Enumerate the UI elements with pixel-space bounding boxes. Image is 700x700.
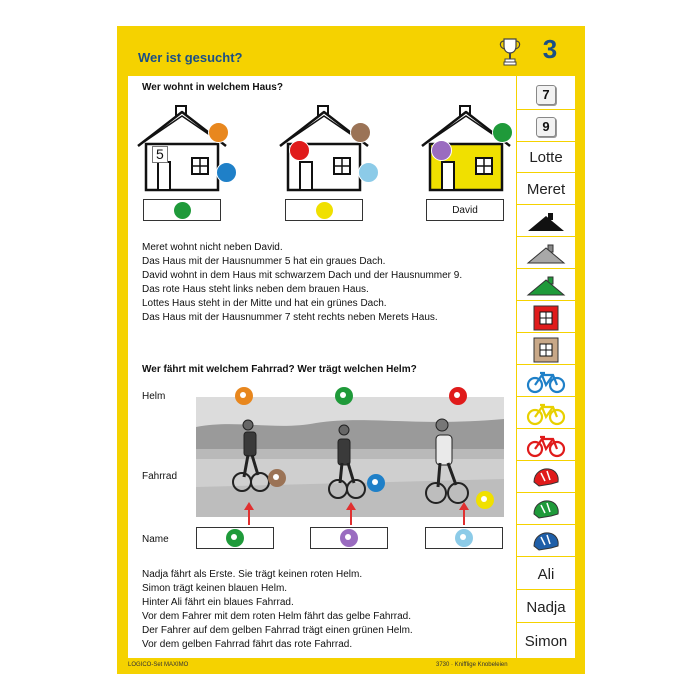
bike-clue-4: Vor dem Fahrer mit dem roten Helm fährt das gelbe Fahrrad. <box>142 611 412 622</box>
cyclists-photo <box>196 397 504 517</box>
house-clue-5: Lottes Haus steht in der Mitte und hat ein grünes Dach. <box>142 298 387 309</box>
tile-yellow-bike[interactable] <box>517 399 575 429</box>
tile-brown-house[interactable] <box>517 335 575 365</box>
section-bikes-title: Wer fährt mit welchem Fahrrad? Wer trägt welchen Helm? <box>142 364 417 375</box>
answer-sidebar <box>517 76 575 658</box>
house-3-roof-dot-green <box>492 122 513 143</box>
house-2-roof-dot-brown <box>350 122 371 143</box>
tile-number-7-label: 7 <box>536 85 556 105</box>
tile-red-helmet[interactable] <box>517 463 575 493</box>
house-clue-2: Das Haus mit der Hausnummer 5 hat ein graues Dach. <box>142 256 386 267</box>
house-2-dot-red <box>289 140 310 161</box>
tile-lotte-label: Lotte <box>529 149 563 166</box>
tile-name-meret[interactable] <box>517 175 575 205</box>
bike-ring-blue <box>367 474 385 492</box>
card-number: 3 <box>542 34 558 64</box>
rider-3-name-box[interactable] <box>425 527 503 549</box>
card-title: Wer ist gesucht? <box>138 50 243 65</box>
green-roof-icon <box>526 275 566 297</box>
house-clue-6: Das Haus mit der Hausnummer 7 steht rechts neben Merets Haus. <box>142 312 438 323</box>
tile-number-9-label: 9 <box>536 117 556 137</box>
name-ring-green <box>226 529 244 547</box>
black-roof-icon <box>526 211 566 233</box>
house-clue-1: Meret wohnt nicht neben David. <box>142 242 283 253</box>
tile-blue-helmet[interactable] <box>517 527 575 557</box>
label-name: Name <box>142 534 169 545</box>
bike-clue-1: Nadja fährt als Erste. Sie trägt keinen roten Helm. <box>142 569 363 580</box>
tile-black-roof[interactable] <box>517 207 575 237</box>
bike-clue-3: Hinter Ali fährt ein blaues Fahrrad. <box>142 597 294 608</box>
house-number-label: 5 <box>152 146 168 163</box>
red-bike-icon <box>526 434 566 458</box>
arrowhead-rider-3 <box>459 502 469 510</box>
footer-left: LOGICO-Set MAXIMO <box>128 662 189 668</box>
section-houses-title: Wer wohnt in welchem Haus? <box>142 82 283 93</box>
house-3-name: David <box>452 204 478 216</box>
tile-number-9[interactable] <box>517 112 575 142</box>
rider-2-name-box[interactable] <box>310 527 388 549</box>
rider-1-name-box[interactable] <box>196 527 274 549</box>
tile-blue-bike[interactable] <box>517 367 575 397</box>
bike-clue-2: Simon trägt keinen blauen Helm. <box>142 583 288 594</box>
name-ring-purple <box>340 529 358 547</box>
arrowhead-rider-1 <box>244 502 254 510</box>
label-fahrrad: Fahrrad <box>142 471 178 482</box>
tile-green-roof[interactable] <box>517 271 575 301</box>
house-2-wall-dot-lightblue <box>358 162 379 183</box>
tile-name-simon[interactable] <box>517 626 575 656</box>
tile-number-7[interactable] <box>517 80 575 110</box>
bike-ring-yellow <box>476 491 494 509</box>
helm-ring-green <box>335 387 353 405</box>
label-helm: Helm <box>142 391 166 402</box>
trophy-icon <box>497 37 523 67</box>
tile-simon-label: Simon <box>524 632 568 650</box>
blue-helmet-icon <box>531 530 561 554</box>
bike-clue-6: Vor dem gelben Fahrrad fährt das rote Fahrrad. <box>142 639 353 650</box>
helm-ring-orange <box>235 387 253 405</box>
tile-name-ali[interactable] <box>517 560 575 590</box>
house-1-name-box[interactable] <box>143 199 221 221</box>
tile-nadja-label: Nadja <box>526 599 566 616</box>
blue-bike-icon <box>526 370 566 394</box>
bike-ring-brown <box>268 469 286 487</box>
helm-ring-red <box>449 387 467 405</box>
tile-red-bike[interactable] <box>517 431 575 461</box>
name-ring-lightblue <box>455 529 473 547</box>
green-dot <box>174 202 191 219</box>
house-clue-3: David wohnt in dem Haus mit schwarzem Dach und der Hausnummer 9. <box>142 270 463 281</box>
bike-clue-5: Der Fahrer auf dem gelben Fahrrad trägt einen grünen Helm. <box>142 625 413 636</box>
tile-red-house[interactable] <box>517 303 575 333</box>
tile-green-helmet[interactable] <box>517 495 575 525</box>
tile-ali-label: Ali <box>537 566 555 583</box>
red-helmet-icon <box>531 466 561 490</box>
tile-name-lotte[interactable] <box>517 143 575 173</box>
house-1-roof-dot-orange <box>208 122 229 143</box>
grey-roof-icon <box>526 243 566 265</box>
house-3-name-box[interactable] <box>426 199 504 221</box>
yellow-dot <box>316 202 333 219</box>
arrowhead-rider-2 <box>346 502 356 510</box>
red-house-icon <box>533 305 559 331</box>
house-1-wall-dot-blue <box>216 162 237 183</box>
house-clue-4: Das rote Haus steht links neben dem brauen Haus. <box>142 284 369 295</box>
tile-meret-label: Meret <box>526 181 566 198</box>
yellow-bike-icon <box>526 402 566 426</box>
footer-right: 3730 · Knifflige Knobeleien <box>436 662 508 668</box>
green-helmet-icon <box>531 498 561 522</box>
house-2-name-box[interactable] <box>285 199 363 221</box>
brown-house-icon <box>533 337 559 363</box>
tile-grey-roof[interactable] <box>517 239 575 269</box>
tile-name-nadja[interactable] <box>517 593 575 623</box>
house-3-dot-purple <box>431 140 452 161</box>
